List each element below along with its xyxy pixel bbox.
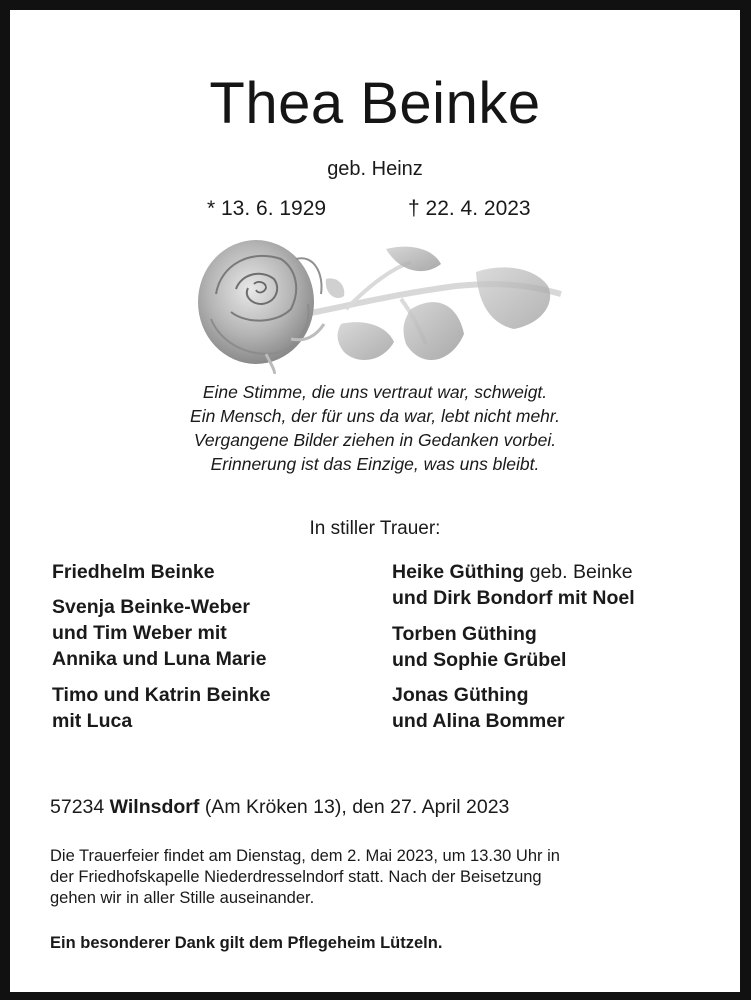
mourner-birth-name: geb. Beinke xyxy=(524,561,633,583)
mourner-line: und Dirk Bondorf mit Noel xyxy=(392,587,635,609)
mourner-line: Torben Güthing xyxy=(392,623,537,645)
mourner-group xyxy=(52,682,271,734)
poem-line: Ein Mensch, der für uns da war, lebt nicht mehr. xyxy=(190,406,560,426)
mourner-line: und Tim Weber mit xyxy=(52,622,227,644)
mourner-group xyxy=(392,682,565,734)
mourner-line: Friedhelm Beinke xyxy=(52,561,215,583)
rose-icon xyxy=(196,224,566,374)
mourner-line: Jonas Güthing xyxy=(392,684,529,706)
address-line xyxy=(50,796,509,819)
town: Wilnsdorf xyxy=(109,796,200,818)
zip-code: 57234 xyxy=(50,796,105,818)
mourner-group xyxy=(52,594,267,672)
mourner-name: Heike Güthing xyxy=(392,561,525,583)
ceremony-line: der Friedhofskapelle Niederdresselndorf statt. Nach der Beisetzung xyxy=(50,868,542,886)
death-date: † 22. 4. 2023 xyxy=(408,197,531,220)
mourner-line: Annika und Luna Marie xyxy=(52,648,267,670)
mourner-line: Timo und Katrin Beinke xyxy=(52,684,271,706)
ceremony-line: Die Trauerfeier findet am Dienstag, dem 2. Mai 2023, um 13.30 Uhr in xyxy=(50,847,560,865)
mourning-heading: In stiller Trauer: xyxy=(309,518,441,539)
mourner-group xyxy=(52,559,215,585)
mourner-line: und Alina Bommer xyxy=(392,710,565,732)
poem xyxy=(10,380,740,476)
mourner-group xyxy=(392,559,635,611)
poem-line: Vergangene Bilder ziehen in Gedanken vorbei. xyxy=(193,430,557,450)
deceased-name: Thea Beinke xyxy=(209,71,541,136)
poem-line: Eine Stimme, die uns vertraut war, schweigt. xyxy=(202,382,548,402)
mourner-line: Svenja Beinke-Weber xyxy=(52,596,250,618)
thanks-note: Ein besonderer Dank gilt dem Pflegeheim Lützeln. xyxy=(50,934,443,952)
mourner-line xyxy=(392,559,635,585)
ceremony-line: gehen wir in aller Stille auseinander. xyxy=(50,889,315,907)
ceremony-notice xyxy=(50,846,710,909)
address-rest: (Am Kröken 13), den 27. April 2023 xyxy=(204,796,510,818)
birth-date: * 13. 6. 1929 xyxy=(207,197,327,220)
mourner-line: mit Luca xyxy=(52,710,133,732)
birth-name: geb. Heinz xyxy=(327,158,423,180)
poem-line: Erinnerung ist das Einzige, was uns bleibt. xyxy=(210,454,540,474)
mourner-line: und Sophie Grübel xyxy=(392,649,567,671)
mourner-group xyxy=(392,621,566,673)
